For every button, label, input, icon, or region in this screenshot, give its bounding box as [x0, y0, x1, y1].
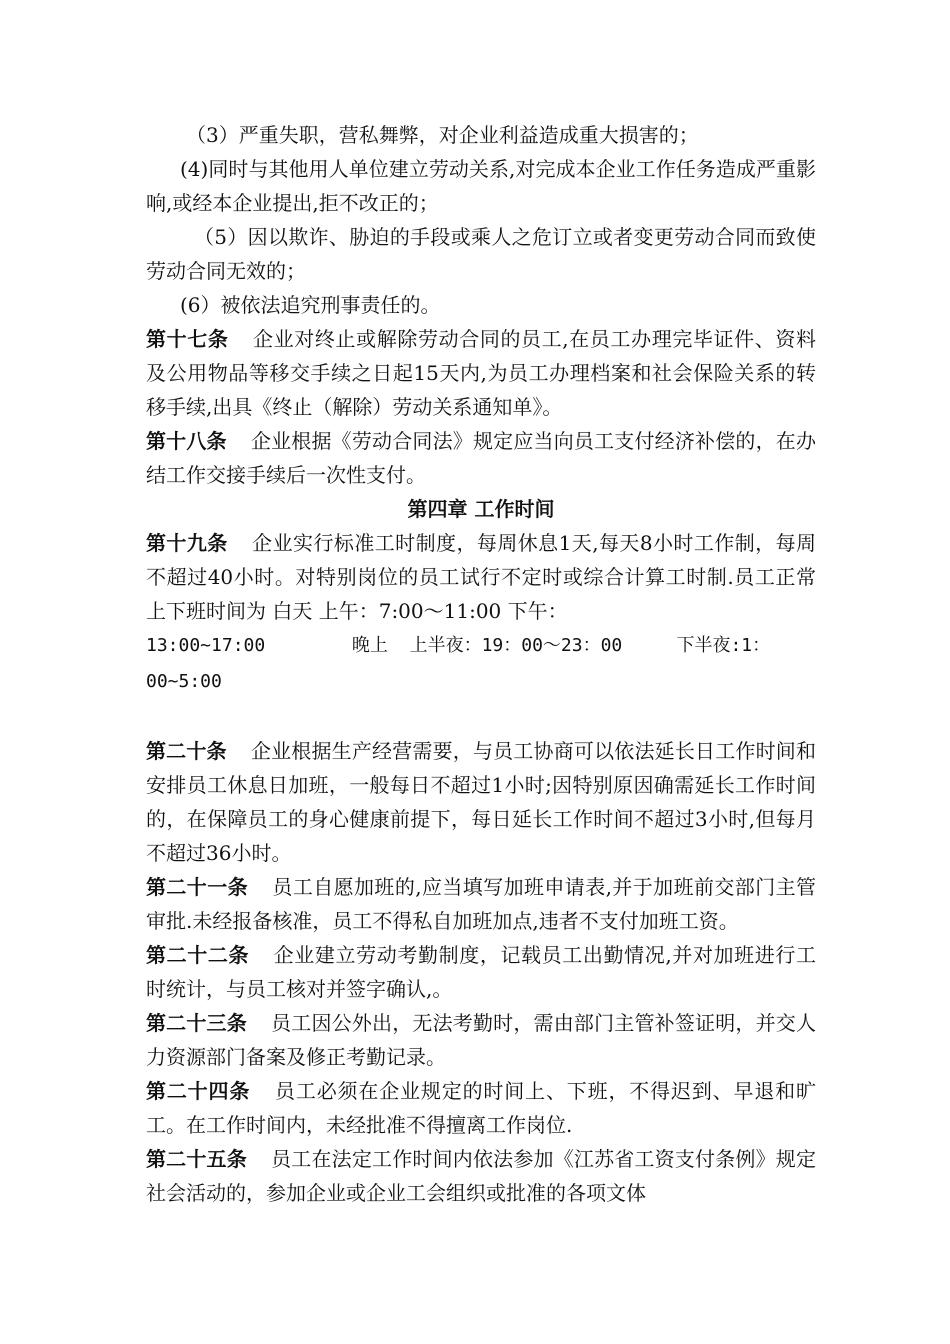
- article-23-text: 员工因公外出，无法考勤时，需由部门主管补签证明，并交人力资源部门备案及修正考勤记录。: [146, 1011, 816, 1069]
- article-21-label: 第二十一条: [146, 875, 249, 899]
- list-item-3: （3）严重失职，营私舞弊，对企业利益造成重大损害的；: [186, 123, 699, 147]
- article-25: [146, 1142, 816, 1210]
- blank-line: [146, 700, 816, 734]
- list-item-5: （5）因以欺诈、胁迫的手段或乘人之危订立或者变更劳动合同而致使劳动合同无效的；: [146, 225, 816, 283]
- article-25-text: 员工在法定工作时间内依法参加《江苏省工资支付条例》规定社会活动的，参加企业或企业工会组织或批准的各项文体: [146, 1147, 816, 1205]
- document-body: [146, 118, 816, 1210]
- list-item-4: (4)同时与其他用人单位建立劳动关系,对完成本企业工作任务造成严重影响,或经本企业提出,拒不改正的；: [146, 157, 816, 215]
- article-19-label: 第十九条: [146, 531, 228, 555]
- article-20-label: 第二十条: [146, 739, 227, 763]
- article-23-label: 第二十三条: [146, 1011, 247, 1035]
- article-22-label: 第二十二条: [146, 943, 250, 967]
- article-19: [146, 526, 816, 628]
- article-24-label: 第二十四条: [146, 1079, 251, 1103]
- article-23: [146, 1006, 816, 1074]
- article-25-label: 第二十五条: [146, 1147, 247, 1171]
- article-21: [146, 870, 816, 938]
- article-24: [146, 1074, 816, 1142]
- article-21-text: 员工自愿加班的,应当填写加班申请表,并于加班前交部门主管审批.未经报备核准，员工不得私自加班加点,违者不支付加班工资。: [146, 875, 816, 933]
- article-17: [146, 322, 816, 424]
- article-17-text: 企业对终止或解除劳动合同的员工,在员工办理完毕证件、资料及公用物品等移交手续之日起15天内,为员工办理档案和社会保险关系的转移手续,出具《终止（解除）劳动关系通知单》。: [146, 327, 817, 419]
- article-18: [146, 424, 816, 492]
- chapter-heading: 第四章 工作时间: [407, 497, 555, 521]
- article-22-text: 企业建立劳动考勤制度，记载员工出勤情况,并对加班进行工时统计，与员工核对并签字确认,。: [146, 943, 817, 1001]
- list-item-6: (6）被依法追究刑事责任的。: [180, 293, 441, 317]
- article-24-text: 员工必须在企业规定的时间上、下班，不得迟到、早退和旷工。在工作时间内，未经批准不得擅离工作岗位.: [146, 1079, 817, 1137]
- article-19-time-line-2: 00~5:00: [146, 671, 222, 692]
- article-22: [146, 938, 816, 1006]
- article-20-text: 企业根据生产经营需要，与员工协商可以依法延长日工作时间和安排员工休息日加班，一般每日不超过1小时;因特别原因确需延长工作时间的，在保障员工的身心健康前提下，每日延长工作时间不超过3小时,但每月不超过36小时。: [146, 739, 816, 865]
- article-20: [146, 734, 816, 870]
- article-19-time-line-1: 13:00~17:00 晚上 上半夜：19：00～23：00 下半夜:1：: [146, 635, 771, 656]
- article-18-text: 企业根据《劳动合同法》规定应当向员工支付经济补偿的，在办结工作交接手续后一次性支付。: [146, 429, 816, 487]
- article-17-label: 第十七条: [146, 327, 229, 351]
- article-19-text: 企业实行标准工时制度，每周休息1天,每天8小时工作制，每周不超过40小时。对特别岗位的员工试行不定时或综合计算工时制.员工正常上下班时间为 白天 上午：7:00～11:00 下午：: [146, 531, 817, 623]
- article-18-label: 第十八条: [146, 429, 227, 453]
